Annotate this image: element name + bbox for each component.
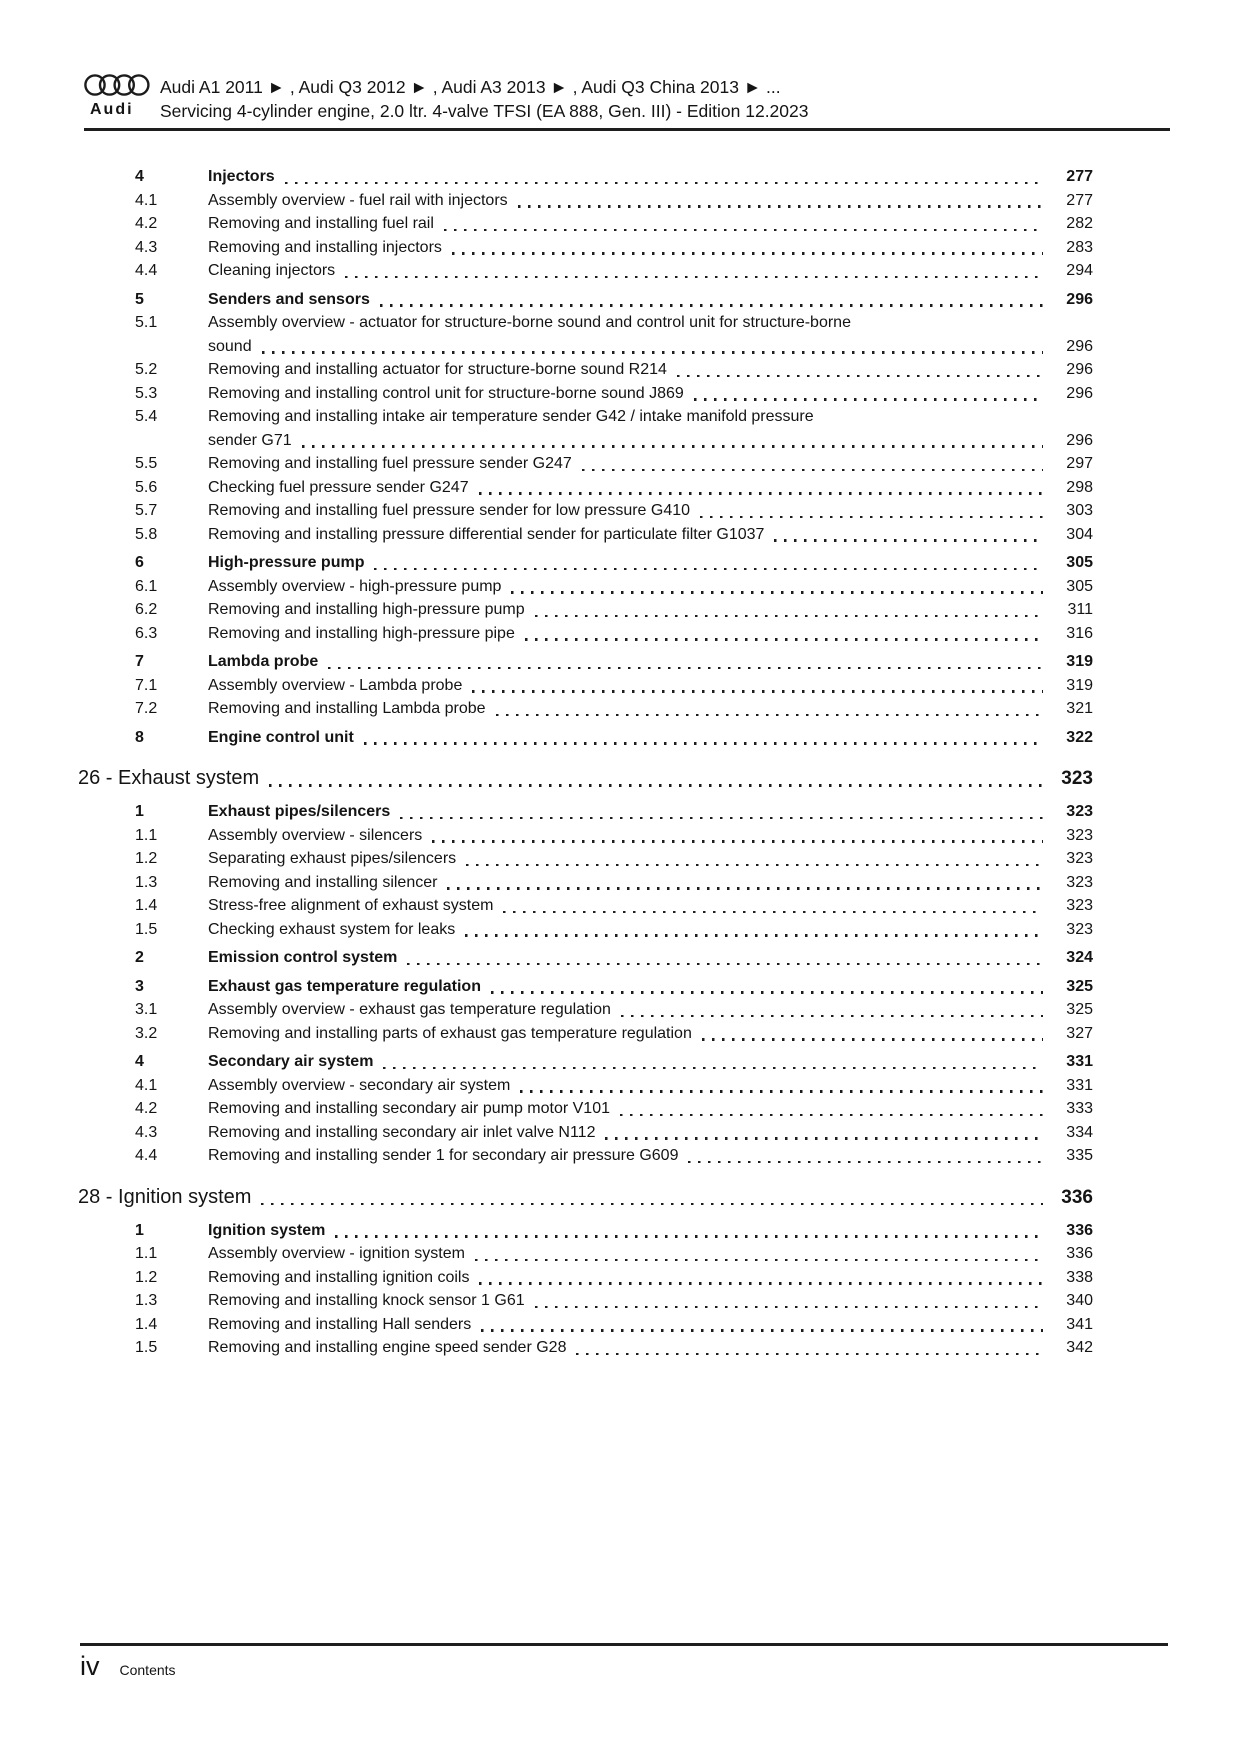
toc-entry-number: 5.8 (135, 525, 158, 543)
toc-row (78, 1266, 1093, 1290)
toc-entry-title: Removing and installing knock sensor 1 G61 (208, 1292, 525, 1309)
toc-entry-page: 336 (1066, 1245, 1093, 1262)
toc-entry-number: 5.5 (135, 455, 158, 472)
toc-entry-number: 1.5 (135, 920, 158, 938)
toc-entry-number: 2 (135, 949, 144, 966)
toc-row (78, 1121, 1093, 1145)
toc-entry-title: Removing and installing engine speed sender G28 (208, 1339, 567, 1356)
toc-entry-page: 319 (1066, 653, 1093, 670)
toc-entry-page: 319 (1066, 676, 1093, 694)
toc-entry-page: 322 (1066, 728, 1093, 746)
toc-entry-title: Injectors (208, 168, 275, 185)
dot-leader (511, 591, 1043, 593)
toc-entry-title: Removing and installing secondary air inlet valve N112 (208, 1123, 596, 1141)
toc-entry-title: Removing and installing high-pressure pump (208, 601, 525, 618)
toc-entry-number: 1.3 (135, 1292, 158, 1309)
toc-entry-title: Removing and installing injectors (208, 238, 442, 256)
toc-row (78, 499, 1093, 523)
audi-wordmark: Audi (90, 101, 134, 118)
dot-leader (621, 1015, 1043, 1017)
toc-entry-page: 277 (1066, 168, 1093, 185)
dot-leader (525, 638, 1043, 640)
toc-entry-title: Assembly overview - exhaust gas temperature regulation (208, 1001, 611, 1018)
toc-entry-number: 1.1 (135, 1245, 158, 1262)
dot-leader (475, 1259, 1043, 1261)
toc-entry-number: 7 (135, 653, 144, 670)
audi-logo (84, 72, 160, 119)
toc-entry-title: Removing and installing Hall senders (208, 1315, 472, 1333)
dot-leader (479, 1282, 1043, 1284)
toc-entry-number: 5 (135, 290, 144, 308)
toc-entry-number: 4.4 (135, 1147, 158, 1164)
toc-row (78, 800, 1093, 824)
toc-entry-page: 297 (1066, 455, 1093, 472)
toc-entry-page: 277 (1066, 191, 1093, 209)
toc-entry-page: 335 (1066, 1147, 1093, 1164)
footer-page-number: iv (80, 1651, 100, 1681)
dot-leader (620, 1114, 1043, 1116)
toc-row (78, 212, 1093, 236)
toc-entry-number: 7.1 (135, 676, 158, 694)
dot-leader (700, 516, 1043, 518)
toc-entry-title: Removing and installing sender 1 for secondary air pressure G609 (208, 1147, 679, 1164)
toc-entry-title: Removing and installing fuel pressure sender G247 (208, 455, 572, 472)
dot-leader (688, 1161, 1043, 1163)
toc-entry-page: 338 (1066, 1268, 1093, 1286)
toc-entry-page: 283 (1066, 238, 1093, 256)
toc-entry-page: 333 (1066, 1100, 1093, 1117)
toc-entry-page: 323 (1066, 850, 1093, 867)
toc-list (78, 160, 1093, 1360)
toc-entry-title: Cleaning injectors (208, 262, 336, 279)
toc-entry-page: 325 (1066, 977, 1093, 995)
toc-row (78, 335, 1093, 359)
dot-leader (605, 1137, 1043, 1139)
toc-entry-title: Exhaust pipes/silencers (208, 803, 391, 820)
dot-leader (702, 1038, 1043, 1040)
toc-entry-title: Assembly overview - fuel rail with injectors (208, 191, 508, 209)
toc-entry-title: Removing and installing silencer (208, 873, 438, 891)
toc-entry-number: 4.4 (135, 262, 158, 279)
toc-entry-page: 296 (1066, 361, 1093, 378)
page-header (84, 72, 1170, 123)
dot-leader (481, 1329, 1043, 1331)
toc-entry-number: 1.4 (135, 897, 158, 914)
toc-row (78, 288, 1093, 312)
toc-entry-number: 5.1 (135, 314, 158, 331)
dot-leader (364, 742, 1043, 744)
dot-leader (576, 1353, 1043, 1355)
toc-entry-page: 296 (1066, 337, 1093, 355)
toc-row (78, 236, 1093, 260)
toc-entry-page: 321 (1066, 700, 1093, 717)
toc-row (78, 998, 1093, 1022)
toc-entry-number: 6.1 (135, 577, 158, 595)
toc-entry-title: Removing and installing control unit for structure-borne sound J869 (208, 384, 684, 402)
toc-row (78, 674, 1093, 698)
toc-entry-page: 331 (1066, 1076, 1093, 1094)
toc-row (78, 765, 1093, 792)
toc-row (78, 1184, 1093, 1211)
toc-row (78, 871, 1093, 895)
toc-entry-number: 6 (135, 554, 144, 571)
toc-entry-page: 323 (1066, 873, 1093, 891)
toc-row (78, 452, 1093, 476)
toc-entry-title: Senders and sensors (208, 290, 370, 308)
toc-row (78, 1144, 1093, 1168)
toc-entry-number: 1 (135, 803, 144, 820)
toc-entry-title: Removing and installing Lambda probe (208, 700, 486, 717)
toc-entry-number: 1.1 (135, 826, 158, 844)
toc-row (78, 894, 1093, 918)
dot-leader (345, 276, 1043, 278)
toc-entry-page: 311 (1067, 601, 1093, 618)
toc-entry-number: 4.3 (135, 238, 158, 256)
toc-entry-page: 305 (1066, 577, 1093, 595)
toc-entry-title: Secondary air system (208, 1053, 374, 1070)
header-divider (84, 128, 1170, 131)
toc-row (78, 1097, 1093, 1121)
toc-entry-title: Emission control system (208, 949, 398, 966)
toc-entry-title: Checking exhaust system for leaks (208, 920, 456, 938)
toc-entry-number: 5.7 (135, 502, 158, 519)
toc-row (78, 382, 1093, 406)
dot-leader (466, 864, 1043, 866)
toc-entry-number: 1.3 (135, 873, 158, 891)
toc-entry-number: 1.2 (135, 1268, 158, 1286)
dot-leader (491, 991, 1043, 993)
toc-row (78, 551, 1093, 575)
dot-leader (407, 963, 1043, 965)
toc-entry-title: Stress-free alignment of exhaust system (208, 897, 494, 914)
toc-entry-page: 341 (1066, 1315, 1093, 1333)
footer-contents-label: Contents (119, 1662, 176, 1678)
dot-leader (452, 252, 1043, 254)
toc-entry-number: 1.5 (135, 1339, 158, 1356)
toc-entry-title: Assembly overview - secondary air system (208, 1076, 511, 1094)
toc-row (78, 189, 1093, 213)
toc-entry-number: 7.2 (135, 700, 158, 717)
toc-entry-title: 28 - Ignition system (78, 1185, 252, 1208)
toc-entry-page: 327 (1066, 1024, 1093, 1042)
toc-entry-page: 323 (1066, 920, 1093, 938)
dot-leader (518, 205, 1043, 207)
toc-entry-page: 305 (1066, 554, 1093, 571)
toc-row (78, 975, 1093, 999)
toc-row (78, 1336, 1093, 1360)
toc-entry-page: 324 (1066, 949, 1093, 966)
dot-leader (262, 351, 1043, 353)
toc-entry-title: Assembly overview - actuator for structure-borne sound and control unit for structure-borne (208, 314, 851, 331)
toc-entry-page: 325 (1066, 1001, 1093, 1018)
toc-entry-number: 5.3 (135, 384, 158, 402)
dot-leader (496, 714, 1043, 716)
toc-row (78, 1242, 1093, 1266)
toc-entry-number: 6.2 (135, 601, 158, 618)
toc-entry-page: 323 (1066, 803, 1093, 820)
toc-entry-page: 282 (1066, 215, 1093, 232)
dot-leader (472, 690, 1043, 692)
toc-entry-page: 294 (1066, 262, 1093, 279)
toc-row (78, 824, 1093, 848)
toc-entry-number: 8 (135, 728, 144, 746)
toc-entry-title: sender G71 (208, 431, 292, 449)
toc-entry-title: Removing and installing ignition coils (208, 1268, 470, 1286)
dot-leader (383, 1067, 1043, 1069)
page-footer (80, 1643, 1168, 1680)
toc-entry-page: 340 (1066, 1292, 1093, 1309)
dot-leader (285, 182, 1043, 184)
toc-entry-page: 296 (1066, 384, 1093, 402)
toc-row (78, 575, 1093, 599)
audi-rings-icon (84, 72, 150, 100)
toc-entry-page: 303 (1066, 502, 1093, 519)
toc-entry-number: 3 (135, 977, 144, 995)
dot-leader (444, 229, 1043, 231)
dot-leader (374, 568, 1043, 570)
toc-entry-number: 4.1 (135, 1076, 158, 1094)
dot-leader (400, 817, 1043, 819)
toc-entry-number: 4.3 (135, 1123, 158, 1141)
toc-entry-page: 336 (1061, 1186, 1093, 1208)
toc-entry-title: 26 - Exhaust system (78, 767, 260, 789)
toc-entry-number: 4 (135, 1053, 144, 1070)
dot-leader (503, 911, 1043, 913)
toc-row (78, 697, 1093, 721)
dot-leader (432, 840, 1043, 842)
toc-entry-title: Removing and installing pressure differential sender for particulate filter G1037 (208, 525, 765, 543)
dot-leader (774, 539, 1043, 541)
toc-entry-number: 1 (135, 1221, 144, 1239)
header-models-line: Audi A1 2011 ► , Audi Q3 2012 ► , Audi A3 2013 ► , Audi Q3 China 2013 ► ... (160, 77, 781, 97)
dot-leader (520, 1090, 1043, 1092)
toc-entry-number: 4.2 (135, 1100, 158, 1117)
toc-row (78, 429, 1093, 453)
toc-entry-page: 342 (1066, 1339, 1093, 1356)
toc-entry-title: Removing and installing secondary air pump motor V101 (208, 1100, 610, 1117)
toc-row (78, 405, 1093, 429)
toc-row (78, 523, 1093, 547)
toc-entry-page: 336 (1066, 1221, 1093, 1239)
toc-row (78, 311, 1093, 335)
toc-entry-number: 5.4 (135, 408, 158, 425)
toc-entry-title: Removing and installing fuel pressure sender for low pressure G410 (208, 502, 691, 519)
toc-entry-title: Exhaust gas temperature regulation (208, 977, 481, 995)
toc-entry-number: 1.4 (135, 1315, 158, 1333)
toc-row (78, 650, 1093, 674)
header-manual-title: Servicing 4-cylinder engine, 2.0 ltr. 4-valve TFSI (EA 888, Gen. III) - Edition 12.2023 (160, 101, 809, 121)
toc-row (78, 726, 1093, 750)
dot-leader (535, 615, 1043, 617)
toc-entry-page: 323 (1061, 768, 1093, 789)
toc-entry-title: Assembly overview - Lambda probe (208, 676, 463, 694)
toc-entry-title: Removing and installing parts of exhaust gas temperature regulation (208, 1024, 692, 1042)
toc-entry-title: High-pressure pump (208, 554, 365, 571)
toc-entry-number: 6.3 (135, 624, 158, 642)
dot-leader (694, 398, 1043, 400)
dot-leader (380, 304, 1043, 306)
toc-row (78, 1074, 1093, 1098)
toc-entry-title: Lambda probe (208, 653, 319, 670)
toc-entry-number: 4.1 (135, 191, 158, 209)
toc-entry-page: 323 (1066, 897, 1093, 914)
toc-entry-title: Assembly overview - high-pressure pump (208, 577, 502, 595)
toc-entry-title: sound (208, 337, 252, 355)
toc-entry-page: 304 (1066, 525, 1093, 543)
toc-entry-number: 3.2 (135, 1024, 158, 1042)
dot-leader (302, 445, 1043, 447)
toc-entry-number (135, 429, 208, 453)
toc-entry-page: 334 (1066, 1123, 1093, 1141)
toc-row (78, 259, 1093, 283)
toc-entry-page: 296 (1066, 290, 1093, 308)
toc-entry-title: Assembly overview - ignition system (208, 1245, 465, 1262)
toc-entry-number: 4 (135, 168, 144, 185)
toc-entry-number: 1.2 (135, 850, 158, 867)
toc-row (78, 918, 1093, 942)
toc-entry-number: 5.6 (135, 478, 158, 496)
toc-entry-number: 4.2 (135, 215, 158, 232)
dot-leader (328, 667, 1043, 669)
toc-entry-page: 323 (1066, 826, 1093, 844)
toc-row (78, 358, 1093, 382)
dot-leader (677, 375, 1043, 377)
toc-row (78, 622, 1093, 646)
dot-leader (335, 1235, 1043, 1237)
dot-leader (447, 887, 1043, 889)
toc-row (78, 946, 1093, 970)
toc-entry-title: Ignition system (208, 1221, 326, 1239)
toc-entry-number: 5.2 (135, 361, 158, 378)
toc-entry-number (135, 335, 208, 359)
dot-leader (479, 492, 1043, 494)
toc-row (78, 1313, 1093, 1337)
toc-row (78, 165, 1093, 189)
toc-row (78, 847, 1093, 871)
toc-entry-number: 3.1 (135, 1001, 158, 1018)
toc-row (78, 1219, 1093, 1243)
toc-row (78, 1050, 1093, 1074)
toc-entry-title: Removing and installing fuel rail (208, 215, 434, 232)
toc-entry-title: Removing and installing actuator for structure-borne sound R214 (208, 361, 667, 378)
toc-row (78, 598, 1093, 622)
toc-entry-title: Removing and installing high-pressure pipe (208, 624, 515, 642)
toc-entry-title: Removing and installing intake air temperature sender G42 / intake manifold pressure (208, 408, 814, 425)
toc-row (78, 1289, 1093, 1313)
toc-entry-title: Engine control unit (208, 728, 354, 746)
dot-leader (535, 1306, 1043, 1308)
toc-entry-title: Assembly overview - silencers (208, 826, 423, 844)
dot-leader (582, 469, 1043, 471)
toc-entry-page: 331 (1066, 1053, 1093, 1070)
toc-entry-page: 316 (1066, 624, 1093, 642)
toc-row (78, 1022, 1093, 1046)
toc-row (78, 476, 1093, 500)
toc-entry-page: 298 (1066, 478, 1093, 496)
toc-entry-page: 296 (1066, 431, 1093, 449)
dot-leader (465, 934, 1043, 936)
dot-leader (261, 1203, 1043, 1205)
toc-entry-title: Separating exhaust pipes/silencers (208, 850, 457, 867)
dot-leader (269, 784, 1043, 786)
toc-entry-title: Checking fuel pressure sender G247 (208, 478, 469, 496)
